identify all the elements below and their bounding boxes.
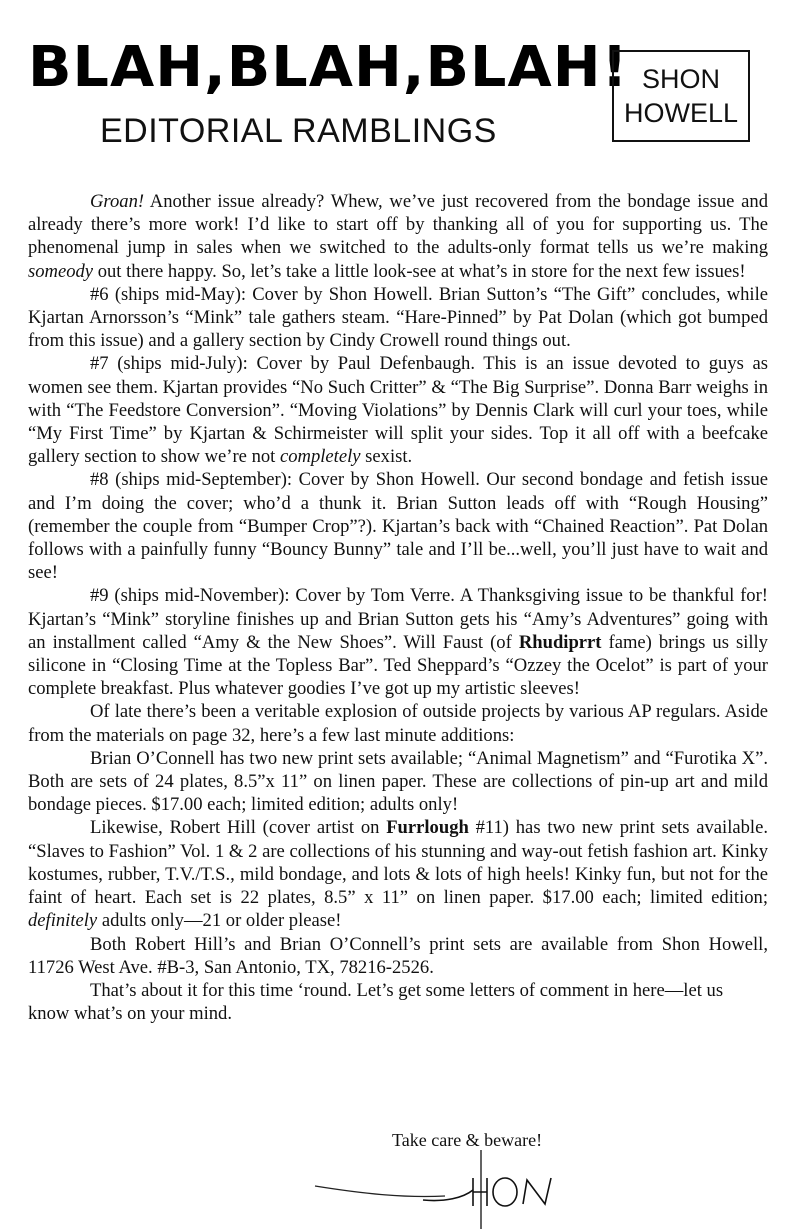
handwritten-signature — [305, 1150, 585, 1229]
paragraph-closing: That’s about it for this time ‘round. Let’s get some letters of comment in here—let us know what’s on your mind. — [28, 979, 724, 1025]
author-last-name: HOWELL — [623, 98, 739, 128]
bold-title: Furrlough — [386, 817, 469, 839]
paragraph-text: #9 (ships mid-November): Cover by Tom Verre. A Thanksgiving issue to be thankful for! Kjartan’s “Mink” storyline finishes up and Brian Sutton gets his “Amy’s Adventures” going with an installment called “Amy & the New Shoes”. Will Faust (of — [28, 585, 768, 653]
editorial-body — [28, 190, 768, 1025]
italic-groan: Groan! — [90, 191, 145, 212]
paragraph-intro — [28, 190, 768, 283]
paragraph-text: fame) brings us silly silicone in “Closing Time at the Topless Bar”. Ted Sheppard’s “Ozzey the Ocelot” is part of your complete breakfast. Plus whatever goodies I’ve got up my artistic sleeves! — [28, 631, 768, 700]
paragraph-availability: Both Robert Hill’s and Brian O’Connell’s print sets are available from Shon Howell, 11726 West Ave. #B-3, San Antonio, TX, 78216-2526. — [28, 933, 768, 978]
masthead-title: BLAH,BLAH,BLAH! — [28, 35, 629, 100]
paragraph-hill-prints — [28, 816, 768, 932]
paragraph-text: out there happy. So, let’s take a little look-see at what’s in store for the next few issues! — [93, 260, 746, 282]
italic-word: definitely — [28, 910, 98, 932]
paragraph-issue-9 — [28, 584, 768, 700]
author-box — [612, 50, 750, 142]
paragraph-issue-6: #6 (ships mid-May): Cover by Shon Howell. Brian Sutton’s “The Gift” concludes, while Kjartan Arnorsson’s “Mink” tale gathers steam. “Hare-Pinned” by Pat Dolan (which got bumped from this issue) and a gallery section by Cindy Crowell round things out. — [28, 283, 768, 352]
author-first-name: SHON — [641, 64, 720, 94]
italic-word: completely — [279, 446, 361, 468]
paragraph-text: Another issue already? Whew, we’ve just recovered from the bondage issue and already there’s more work! I’d like to start off by thanking all of you for supporting us. The phenomenal jump in sales when we switched to the adults-only format tells us we’re making — [28, 191, 768, 259]
paragraph-text: Likewise, Robert Hill (cover artist on — [90, 817, 387, 839]
italic-word: someody — [28, 260, 94, 282]
paragraph-outside-projects: Of late there’s been a veritable explosion of outside projects by various AP regulars. Aside from the materials on page 32, here’s a few last minute additions: — [28, 701, 768, 746]
paragraph-text: #11) has two new print sets available. “Slaves to Fashion” Vol. 1 & 2 are collections of his stunning and way-out fetish fashion art. Kinky kostumes, rubber, T.V./T.S., mild bondage, and lots & lots of high heels! Kinky fun, but not for the faint of heart. Each set is 22 plates, 8.5” x 11” on linen paper. $17.00 each; limited edition; — [28, 817, 768, 909]
paragraph-text: #7 (ships mid-July): Cover by Paul Defenbaugh. This is an issue devoted to guys as women see them. Kjartan provides “No Such Critter” & “The Big Surprise”. Donna Barr weighs in with “The Feedstore Conversion”. “Moving Violations” by Dennis Clark will curl your toes, while “My First Time” by Kjartan & Schirmeister will split your sides. Top it all off with a beefcake gallery section to show we’re not — [28, 353, 768, 468]
signoff-text: Take care & beware! — [392, 1130, 543, 1150]
paragraph-text: adults only—21 or older please! — [97, 910, 342, 932]
paragraph-oconnell-prints: Brian O’Connell has two new print sets available; “Animal Magnetism” and “Furotika X”. Both are sets of 24 plates, 8.5”x 11” on linen paper. These are collections of pin-up art and mild bondage pieces. $17.00 each; limited edition; adults only! — [28, 747, 768, 816]
paragraph-text: sexist. — [360, 446, 413, 468]
section-subtitle: EDITORIAL RAMBLINGS — [100, 112, 497, 150]
paragraph-issue-7 — [28, 352, 768, 468]
paragraph-issue-8: #8 (ships mid-September): Cover by Shon Howell. Our second bondage and fetish issue and I’m doing the cover; who’d a thunk it. Brian Sutton leads off with “Rough Housing” (remember the couple from “Bumper Crop”?). Kjartan’s back with “Chained Reaction”. Pat Dolan follows with a painfully funny “Bouncy Bunny” tale and I’ll be...well, you’ll just have to wait and see! — [28, 469, 768, 584]
bold-title: Rhudiprrt — [518, 631, 602, 653]
